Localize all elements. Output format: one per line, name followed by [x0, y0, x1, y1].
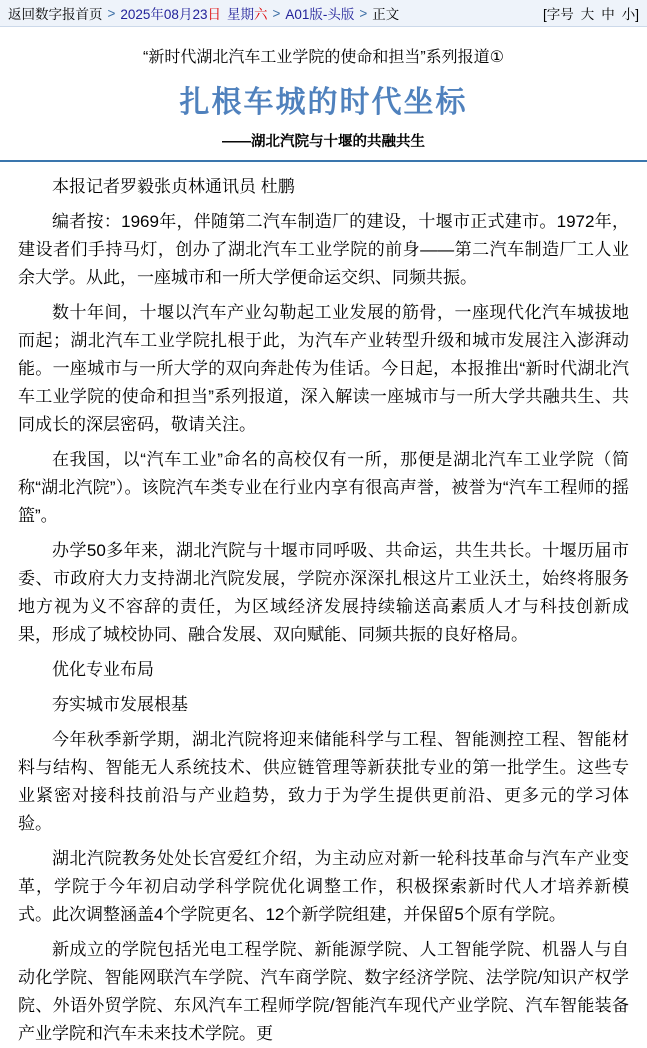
- article-paragraph: 优化专业布局: [52, 660, 154, 679]
- article-paragraph: 在我国，以“汽车工业”命名的高校仅有一所，那便是湖北汽车工业学院（简称“湖北汽院”）。该院汽车类专业在行业内享有很高声誉，被誉为“汽车工程师的摇篮”。: [18, 450, 629, 525]
- article-byline: 本报记者罗毅张贞林通讯员 杜鹏: [52, 177, 295, 196]
- series-kicker: “新时代湖北汽车工业学院的使命和担当”系列报道①: [142, 49, 504, 66]
- date-day-char: 日: [207, 7, 221, 22]
- article-paragraph: 数十年间，十堰以汽车产业勾勒起工业发展的筋骨，一座现代化汽车城拔地而起；湖北汽车工业学院扎根于此，为汽车产业转型升级和城市发展注入澎湃动能。一座城市与一所大学的双向奔赴传为佳话。今日起，本报推出“新时代湖北汽车工业学院的使命和担当”系列报道，深入解读一座城市与一所大学共融共生、共同成长的深层密码，敬请关注。: [18, 303, 629, 434]
- article-paragraph: 今年秋季新学期，湖北汽院将迎来储能科学与工程、智能测控工程、智能材料与结构、智能无人系统技术、供应链管理等新获批专业的第一批学生。这些专业紧密对接科技前沿与产业趋势，致力于为学生提供更前沿、更多元的学习体验。: [18, 730, 629, 833]
- article-paragraph: 新成立的学院包括光电工程学院、新能源学院、人工智能学院、机器人与自动化学院、智能网联汽车学院、汽车商学院、数字经济学院、法学院/知识产权学院、外语外贸学院、东风汽车工程师学院/智能汽车现代产业学院、汽车智能装备产业学院和汽车未来技术学院。更: [18, 940, 629, 1043]
- article-paragraph: 办学50多年来，湖北汽院与十堰市同呼吸、共命运，共生共长。十堰历届市委、市政府大力支持湖北汽院发展，学院亦深深扎根这片工业沃土，始终将服务地方视为义不容辞的责任，为区域经济发展持续输送高素质人才与科技创新成果，形成了城校协同、融合发展、双向赋能、同频共振的良好格局。: [18, 541, 629, 644]
- article-paragraph: 湖北汽院教务处处长宫爱红介绍，为主动应对新一轮科技革命与汽车产业变革，学院于今年初启动学科学院优化调整工作，积极探索新时代人才培养新模式。此次调整涵盖4个学院更名、12个新学院组建，并保留5个原有学院。: [18, 849, 629, 924]
- back-to-home-link[interactable]: 返回数字报首页: [8, 7, 103, 22]
- breadcrumb-separator: >: [272, 5, 281, 21]
- article-body: [18, 208, 629, 1048]
- breadcrumb-separator: >: [107, 5, 116, 21]
- weekday-text: 星期: [226, 7, 254, 22]
- article-subtitle: ——湖北汽院与十堰的共融共生: [222, 134, 425, 150]
- font-size-medium-button[interactable]: 中: [601, 7, 615, 22]
- breadcrumb-separator: >: [359, 5, 368, 21]
- date-text: 2025年08月23: [120, 7, 208, 22]
- article-title: 扎根车城的时代坐标: [179, 86, 468, 119]
- weekday-red-char: 六: [253, 7, 268, 22]
- article-paragraph: 编者按：1969年，伴随第二汽车制造厂的建设，十堰市正式建市。1972年，建设者们手持马灯，创办了湖北汽车工业学院的前身——第二汽车制造厂工人业余大学。从此，一座城市和一所大学便命运交织、同频共振。: [18, 212, 629, 287]
- article-header: [0, 27, 647, 151]
- breadcrumb-bar: [0, 0, 647, 27]
- edition-link[interactable]: A01版-头版: [285, 7, 355, 22]
- article-content: [0, 162, 647, 1048]
- article-paragraph: 夯实城市发展根基: [52, 695, 188, 714]
- breadcrumb: [8, 3, 399, 23]
- font-size-label: [字号: [542, 7, 574, 22]
- font-size-control: [543, 3, 639, 23]
- breadcrumb-current-page: 正文: [372, 7, 400, 22]
- date-link[interactable]: [120, 3, 267, 23]
- font-size-large-button[interactable]: 大: [580, 7, 595, 22]
- font-size-small-button[interactable]: 小]: [621, 7, 639, 22]
